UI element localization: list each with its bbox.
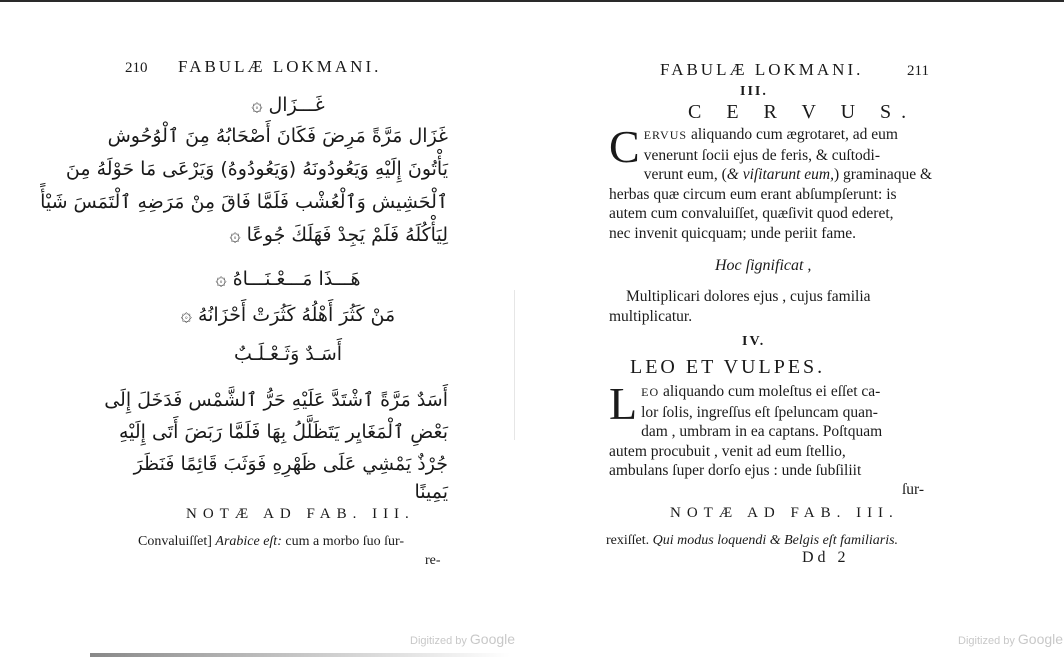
right-page [530,0,1064,658]
notes-heading: NOTÆ AD FAB. III. [670,505,899,521]
note-lemma: rexiſſet. [606,533,650,548]
text-line: aliquando cum ægrotaret, ad eum [690,126,898,143]
scan-edge [90,653,510,657]
arabic-line: جُرْذٌ يَمْشِي عَلَى ظَهْرِهِ فَوَثَبَ قَائِمًا فَنَظَرَ [133,453,448,475]
running-head: FABULÆ LOKMANI. [660,60,864,79]
fable-title: LEO ET VULPES. [630,356,826,378]
google-watermark [410,631,515,647]
moral-line: multiplicatur. [609,308,693,325]
text-line: venerunt ſocii ejus de feris, & cuſtodi- [643,146,880,164]
watermark-brand: Google [469,631,516,647]
fable-number: III. [740,84,768,99]
text-line: aliquando cum moleſtus ei eſſet ca- [662,383,881,400]
arabic-line: بَعْضِ ٱلْمَغَايِر يَتَظَلَّلُ بِهَا فَلَمَّا رَبَضَ أَتَى إِلَيْهِ [118,421,448,443]
fable-text [609,378,939,481]
arabic-title-2: أَسَـدٌ وَثَـعْـلَـبٌ [233,343,343,365]
arabic-line: يَمِينًا [414,481,448,503]
notes-heading: NOTÆ AD FAB. III. [186,506,415,522]
text-italic: & viſitarunt eum, [726,166,834,183]
fable-number: IV. [742,334,766,349]
text-line: autem procubuit , venit ad eum ſtellio, [609,442,846,460]
small-caps: ERVUS [643,128,688,142]
fable-text [609,121,939,243]
arabic-line: أَسَدٌ مَرَّةً ٱشْتَدَّ عَلَيْهِ حَرُّ ٱلشَّمْس فَدَخَلَ إِلَى [104,389,448,411]
note-rest: cum a morbo ſuo ſur- [285,534,405,549]
arabic-moral: مَنْ كَثُرَ أَهْلُهُ كَثُرَتْ أَحْزَانُهُ ۞ [180,304,396,326]
hoc-significat: Hoc ſignificat , [715,257,812,274]
watermark-prefix: Digitized by [958,635,1015,647]
text-line: verunt eum, ( [643,166,727,183]
page-number: 211 [907,63,929,79]
small-caps: EO [641,385,660,399]
signature-mark: Dd 2 [802,549,850,566]
drop-cap: C [609,121,640,172]
note-text [138,534,404,550]
arabic-line: لِيَأْكُلَهُ فَلَمْ يَجِدْ فَهَلَكَ جُوعًا ۞ [229,224,448,246]
note-text [606,533,898,549]
drop-cap: L [609,378,638,429]
watermark-prefix: Digitized by [410,635,467,647]
note-lemma: Convaluiſſet] [138,534,212,549]
text-line: herbas quæ circum eum erant abſumpſerunt: is [609,185,897,203]
arabic-title: غَـــزَال ۞ [251,94,325,116]
note-italic: Qui modus loquendi & Belgis eſt familiaris. [652,533,899,548]
fable-title: C E R V U S. [688,101,917,123]
text-line: ) graminaque & [833,166,933,183]
text-line: autem cum convaluiſſet, quæſivit quod ederet, [609,205,894,222]
text-line: nec invenit quicquam; unde periit fame. [609,224,857,242]
google-watermark [958,631,1063,647]
text-line: ambulans ſuper dorſo ejus : unde ſubſiliit [609,462,862,479]
page-number: 210 [125,60,148,76]
left-page [0,0,530,658]
note-italic: Arabice eſt: [215,534,282,549]
arabic-line: غَزَال مَرَّةً مَرِضَ فَكَانَ أَصْحَابُهُ مِنَ ٱلْوُحُوش [107,125,448,147]
text-line: lor ſolis, ingreſſus eſt ſpeluncam quan- [641,403,878,421]
catchword: re- [425,553,441,568]
moral-line: Multiplicari dolores ejus , cujus familia [626,288,871,305]
arabic-moral-title: هَـــذَا مَـــعْـنَـــاهُ ۞ [215,268,361,290]
arabic-line: يَأْتُونَ إِلَيْهِ وَيَعُودُونَهُ (وَيَعُودُوهُ) وَيَرْعَى مَا حَوْلَهُ مِنَ [65,158,448,180]
running-head: FABULÆ LOKMANI. [178,57,382,76]
text-line: dam , umbram in ea captans. Poſtquam [641,423,883,440]
watermark-brand: Google [1017,631,1064,647]
catchword: ſur- [902,481,925,498]
arabic-line: ٱلْحَشِيش وَٱلْعُشْب فَلَمَّا فَاقَ مِنْ مَرَضِهِ ٱلْتَمَسَ شَيْأً [40,191,448,213]
